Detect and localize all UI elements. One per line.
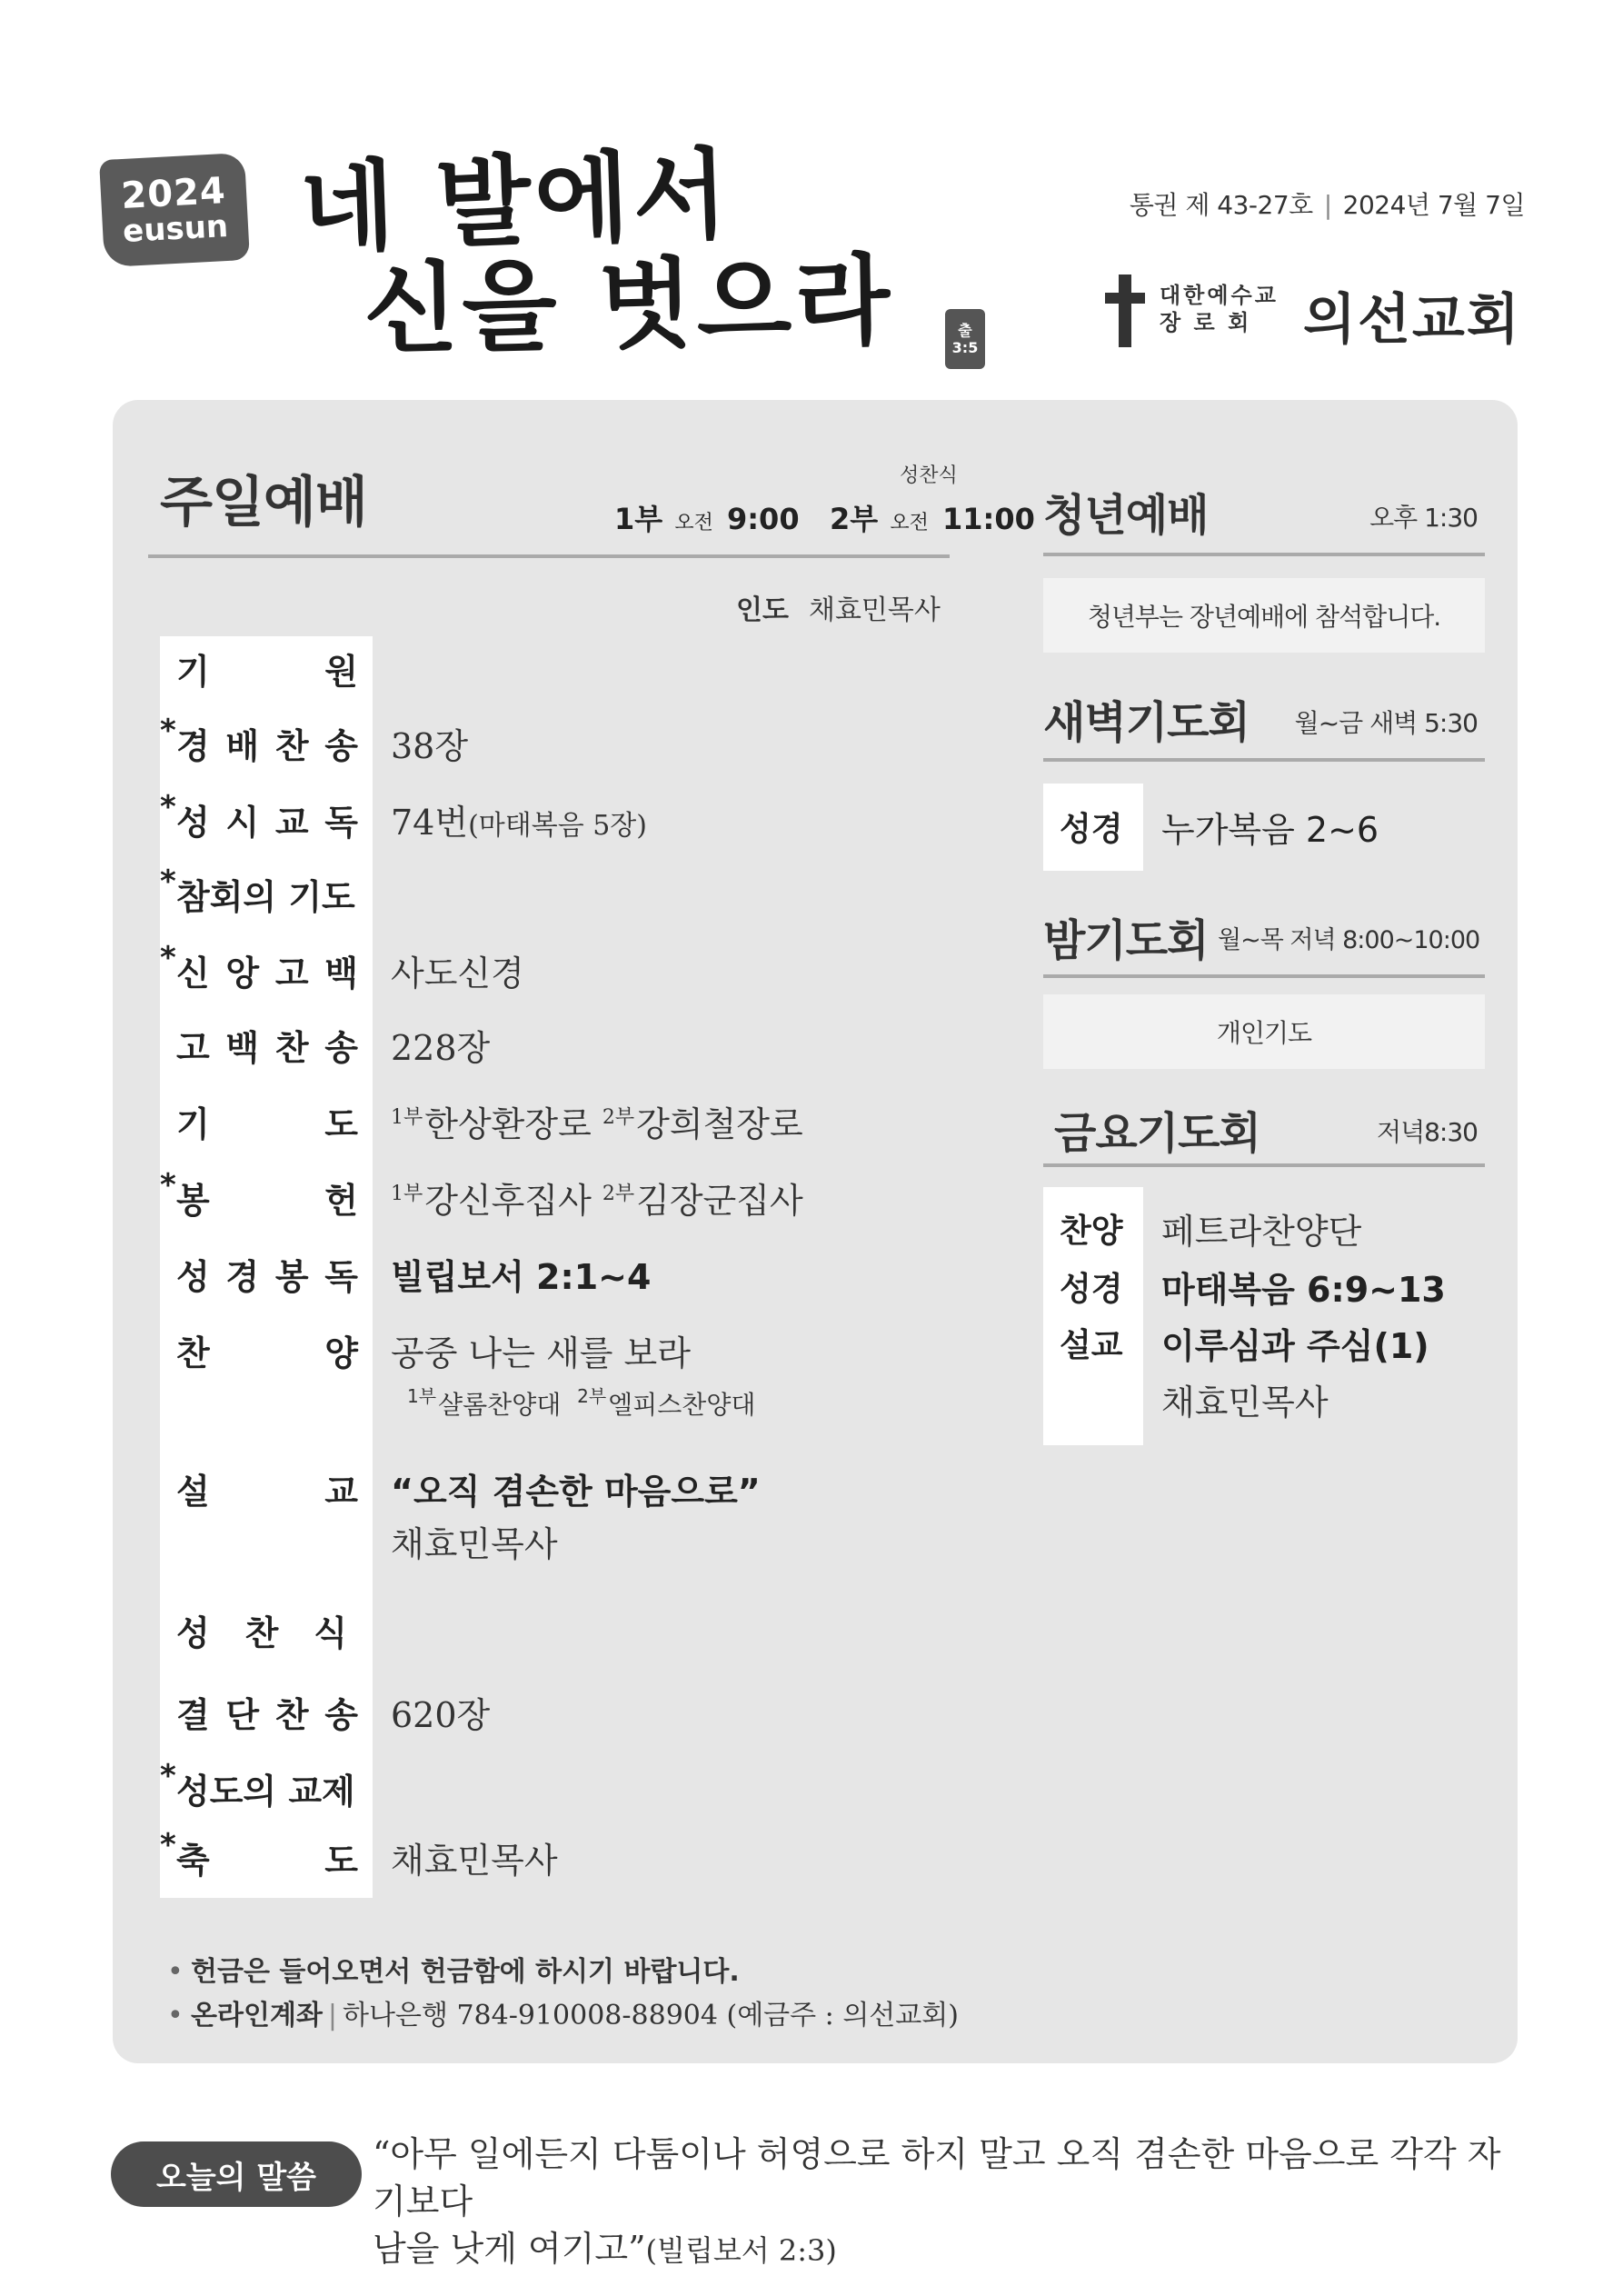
dawn-scripture-label: 성경: [1060, 811, 1123, 848]
verse-line-1: “아무 일에든지 다툼이나 허영으로 하지 말고 오직 겸손한 마음으로 각각 자기보다: [373, 2134, 1501, 2221]
badge-text: eusun: [122, 207, 230, 250]
order-value-responsive-reading: 74번(마태복음 5장): [391, 803, 647, 843]
order-label-offering: * 봉 헌: [160, 1167, 358, 1221]
order-label-anthem: 찬 양: [176, 1333, 358, 1373]
friday-praise-value: 페트라찬양단: [1161, 1212, 1362, 1252]
leader-label: 인도: [736, 594, 789, 626]
order-value-anthem: 공중 나는 새를 보라: [391, 1333, 691, 1373]
youth-notice: 청년부는 장년예배에 참석합니다.: [1043, 578, 1485, 653]
order-value-closing-hymn: 620장: [391, 1695, 491, 1735]
issue-info: [1130, 185, 1525, 222]
order-label-fellowship: * 성도의 교제: [160, 1758, 355, 1812]
friday-sermon-label: 설교: [1060, 1327, 1123, 1364]
dawn-scripture-value: 누가복음 2~6: [1161, 810, 1379, 850]
order-label-prayer: 기 도: [176, 1104, 358, 1144]
service-1-ampm: 오전: [674, 512, 713, 534]
service-2-label: 2부: [830, 502, 879, 536]
order-value-scripture: 빌립보서 2:1~4: [391, 1257, 652, 1297]
youth-worship-title: 청년예배: [1043, 490, 1209, 541]
note-offering-box: • 헌금은 들어오면서 헌금함에 하시기 바랍니다.: [167, 1956, 740, 1988]
denomination-line-2: 장 로 회: [1160, 310, 1252, 335]
church-logo: [1103, 273, 1521, 354]
night-divider: [1043, 974, 1485, 978]
youth-divider: [1043, 553, 1485, 556]
night-notice: 개인기도: [1043, 994, 1485, 1069]
year-badge: [99, 153, 250, 267]
order-label-confession-hymn: 고 백 찬 송: [176, 1028, 358, 1068]
order-value-sermon-title: “오직 겸손한 마음으로”: [391, 1472, 761, 1512]
sunday-worship-title: 주일예배: [160, 471, 367, 534]
order-value-sermon-preacher: 채효민목사: [391, 1524, 558, 1564]
service-2-ampm: 오전: [890, 512, 929, 534]
order-value-creed: 사도신경: [391, 953, 524, 993]
denomination-line-1: 대한예수교: [1160, 283, 1279, 308]
order-label-responsive-reading: * 성 시 교 독: [160, 789, 358, 843]
order-label-hymn: * 경 배 찬 송: [160, 713, 358, 766]
leader-name: 채효민목사: [808, 594, 941, 626]
order-label-invocation: 기 원: [176, 652, 358, 692]
order-value-hymn: 38장: [391, 726, 469, 766]
service-1-time: 9:00: [726, 502, 800, 536]
theme-reference: [945, 309, 985, 369]
friday-praise-label: 찬양: [1060, 1213, 1123, 1250]
order-value-offering: $^{1부}$강신후집사 $^{2부}$김장군집사: [391, 1181, 803, 1221]
dawn-prayer-title: 새벽기도회: [1043, 697, 1250, 748]
verse-line-2: 남을 낫게 여기고”(빌립보서 2:3): [373, 2229, 837, 2269]
issue-date: 2024년 7월 7일: [1342, 190, 1525, 220]
note-online-account: • 온라인계좌 | 하나은행 784-910008-88904 (예금주 : 의선교회): [167, 2000, 959, 2031]
service-leader: [736, 587, 941, 627]
friday-scripture-label: 성경: [1060, 1271, 1123, 1308]
denomination: [1160, 282, 1279, 336]
friday-scripture-value: 마태복음 6:9~13: [1161, 1270, 1446, 1310]
dawn-divider: [1043, 758, 1485, 762]
friday-preacher: 채효민목사: [1161, 1383, 1329, 1423]
offering-notes: [167, 1951, 959, 2038]
dawn-prayer-time: 월~금 새벽 5:30: [1294, 708, 1478, 738]
order-value-confession-hymn: 228장: [391, 1028, 491, 1068]
order-label-confession: * 참회의 기도: [160, 863, 355, 917]
order-value-anthem-choirs: $^{1부}$샬롬찬양대 $^{2부}$엘피스찬양대: [407, 1385, 756, 1420]
todays-word-badge: 오늘의 말씀: [111, 2141, 362, 2207]
order-value-benediction: 채효민목사: [391, 1841, 558, 1881]
theme-ref-book: 출: [958, 321, 972, 339]
friday-prayer-time: 저녁8:30: [1377, 1117, 1478, 1147]
theme-line-2: 신을 벗으라: [362, 243, 895, 368]
friday-sermon-value: 이루심과 주심(1): [1161, 1326, 1429, 1366]
todays-word-verse: [373, 2131, 1527, 2274]
night-prayer-title: 밤기도회: [1043, 915, 1209, 966]
issue-number: 통권 제 43-27호: [1129, 190, 1313, 220]
service-1-label: 1부: [614, 502, 663, 536]
issue-separator: |: [1323, 190, 1332, 220]
badge-year: 2024: [120, 170, 227, 218]
order-label-creed: * 신 앙 고 백: [160, 940, 358, 993]
service-times: [614, 496, 1035, 538]
night-prayer-time: 월~목 저녁 8:00~10:00: [1218, 926, 1480, 954]
order-label-sermon: 설 교: [176, 1472, 358, 1512]
section-divider: [148, 554, 950, 558]
order-label-benediction: * 축 도: [160, 1827, 358, 1881]
order-label-scripture: 성 경 봉 독: [176, 1257, 358, 1297]
verse-reference: (빌립보서 2:3): [645, 2233, 837, 2268]
theme-line-1: 네 발에서: [297, 136, 733, 267]
order-value-prayer: $^{1부}$한상환장로 $^{2부}$강희철장로: [391, 1104, 803, 1144]
communion-note: 성찬식: [900, 464, 958, 487]
order-label-closing-hymn: 결 단 찬 송: [176, 1695, 358, 1735]
theme-ref-verse: 3:5: [951, 339, 979, 356]
order-label-communion: 성 찬 식: [176, 1613, 347, 1653]
youth-worship-time: 오후 1:30: [1369, 503, 1478, 533]
friday-divider: [1043, 1163, 1485, 1167]
friday-prayer-title: 금요기도회: [1054, 1108, 1260, 1159]
service-2-time: 11:00: [941, 502, 1035, 536]
church-name: 의선교회: [1303, 288, 1521, 352]
cross-icon: [1103, 275, 1145, 347]
